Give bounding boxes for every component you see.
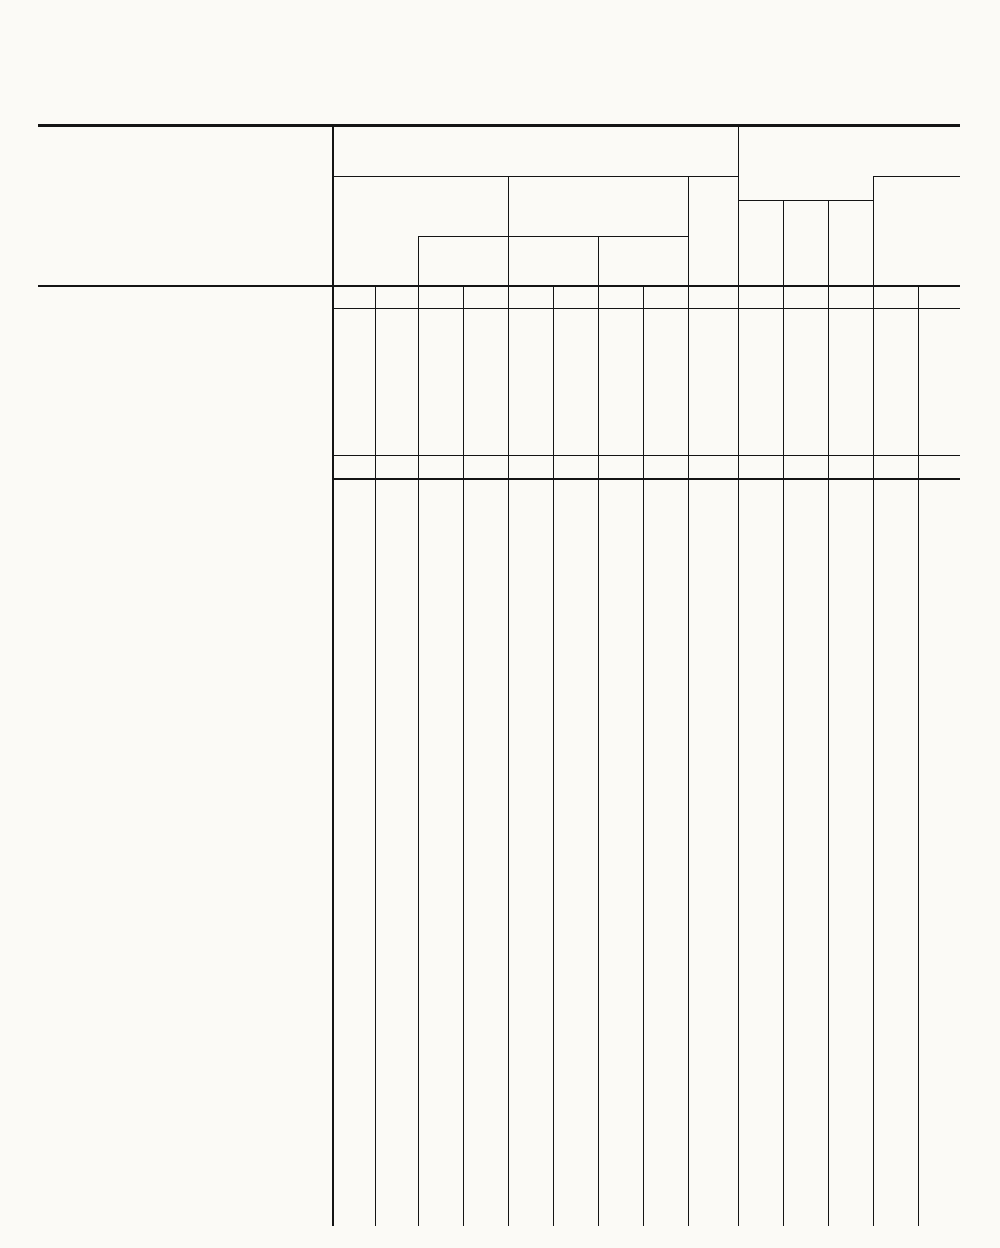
rule-sub-2 (463, 287, 464, 1226)
rule-knaben (828, 200, 829, 1226)
subheader-bottom-rule (332, 308, 960, 309)
rule-left-block (332, 126, 334, 1226)
rule-unehelich-end (688, 176, 689, 1226)
rule-lebend-top (418, 236, 598, 237)
rule-sub-4 (643, 287, 644, 1226)
rule-ge-top (873, 176, 960, 177)
rule-geborene-end (738, 126, 739, 1226)
rule-sub-3 (553, 287, 554, 1226)
sum-bottom-rule (332, 478, 960, 480)
rule-verehelicht (918, 287, 919, 1226)
header-bottom-rule (38, 285, 960, 287)
rule-ehelich-top (332, 176, 738, 177)
rule-unehe-lebend-top (598, 236, 688, 237)
rule-zwillinge-end (873, 176, 874, 1226)
rule-sub-1 (375, 287, 376, 1226)
rule-unehe-lebend (598, 236, 599, 1226)
rule-paar (783, 200, 784, 1226)
rule-zwillinge-top (738, 200, 873, 201)
rule-ehe-lebend (418, 236, 419, 1226)
rule-ehelich-end (508, 176, 509, 1226)
sum-top-rule (332, 455, 960, 456)
top-rule (38, 124, 960, 127)
